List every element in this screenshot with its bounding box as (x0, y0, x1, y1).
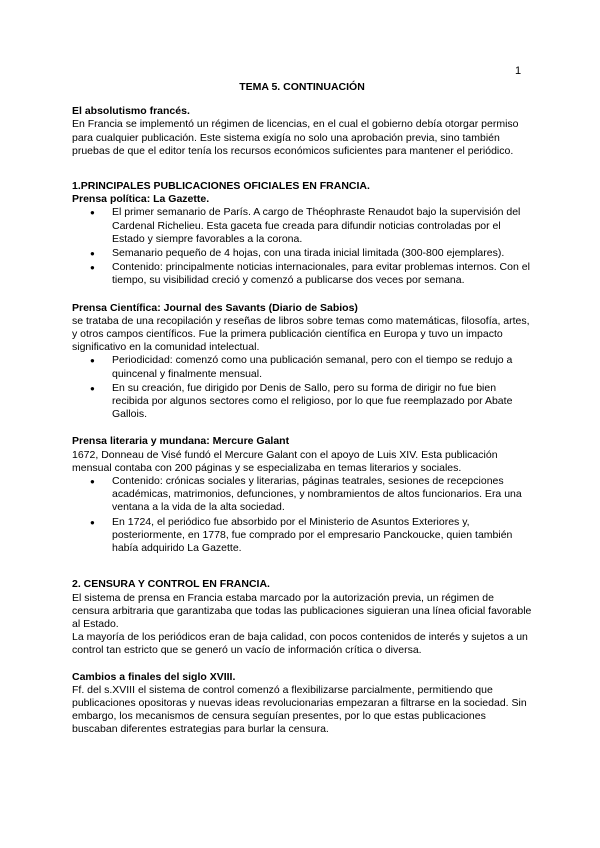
intro-paragraph: En Francia se implementó un régimen de licencias, en el cual el gobierno debía otorgar permiso para cualquier publicación. Este sistema exigía no solo una aprobación previa, sino también pruebas de que el editor tenía los recursos económicos suficientes para mantener el periódico. (72, 118, 519, 157)
section2-paragraph-2: La mayoría de los periódicos eran de baja calidad, con pocos contenidos de interés y sujetos a un control tan estricto que se generó un vacío de información crítica o diversa. (72, 631, 528, 657)
literaria-heading: Prensa literaria y mundana: Mercure Galant (72, 435, 290, 448)
cientifica-heading: Prensa Científica: Journal des Savants (Diario de Sabios) (72, 301, 358, 314)
politica-list (72, 206, 532, 287)
section2-paragraph-1: El sistema de prensa en Francia estaba marcado por la autorización previa, un régimen de censura arbitraria que garantizaba que todas las publicaciones siguieran una línea oficial favorable al Estado. (72, 591, 532, 630)
list-item: ● Contenido: principalmente noticias internacionales, para evitar problemas internos. Con el tiempo, su visibilidad creció y comenzó a publicarse dos veces por semana. (112, 261, 532, 287)
document-body (72, 81, 532, 737)
cientifica-paragraph: se trataba de una recopilación y reseñas de libros sobre temas como matemáticas, filosofía, artes, y otros campos científicos. Fue la primera publicación científica en Europa y tuvo un impacto significativo en la comunidad intelectual. (72, 314, 530, 354)
list-item: ● En su creación, fue dirigido por Denis de Sallo, pero su forma de dirigir no fue bien recibida por algunos sectores como el religioso, por lo que fue reemplazado por Abate Gallois. (112, 382, 532, 422)
literaria-paragraph: 1672, Donneau de Visé fundó el Mercure Galant con el apoyo de Luis XIV. Esta publicación mensual contaba con 200 páginas y se especializaba en temas literarios y sociales. (72, 448, 498, 474)
page-number: 1 (515, 65, 522, 77)
politica-heading: Prensa política: La Gazette. (72, 193, 210, 206)
list-item: ● En 1724, el periódico fue absorbido por el Ministerio de Asuntos Exteriores y, posteriormente, en 1778, fue comprado por el empresario Panckoucke, quien también había adquirido La Gazette. (112, 516, 532, 556)
cambios-paragraph: Ff. del s.XVIII el sistema de control comenzó a flexibilizarse parcialmente, permitiendo que publicaciones opositoras y nuevas ideas revolucionarias empezaran a filtrarse en la sociedad. Sin embargo, los mecanismos de censura seguían presentes, por lo que estas publicaciones buscaban diferentes estrategias para burlar la censura. (72, 683, 527, 736)
list-item: ● El primer semanario de París. A cargo de Théophraste Renaudot bajo la supervisión del Cardenal Richelieu. Esta gaceta fue creada para difundir noticias controladas por el Estado y siempre favorables a la corona. (112, 206, 532, 246)
list-item: ● Contenido: crónicas sociales y literarias, páginas teatrales, sesiones de recepciones académicas, matrimonios, defunciones, y nombramientos de altos funcionarios. Era una ventana a la vida de la alta sociedad. (112, 475, 532, 515)
cambios-heading: Cambios a finales del siglo XVIII. (72, 670, 236, 683)
document-title: TEMA 5. CONTINUACIÓN (239, 81, 365, 93)
literaria-list (72, 475, 532, 555)
list-item: ● Periodicidad: comenzó como una publicación semanal, pero con el tiempo se redujo a quincenal y finalmente mensual. (112, 354, 532, 380)
list-item: ● Semanario pequeño de 4 hojas, con una tirada inicial limitada (300-800 ejemplares). (112, 247, 532, 260)
cientifica-list (72, 354, 532, 421)
section2-heading: 2. CENSURA Y CONTROL EN FRANCIA. (72, 578, 270, 591)
section1-heading: 1.PRINCIPALES PUBLICACIONES OFICIALES EN FRANCIA. (72, 180, 370, 193)
intro-heading: El absolutismo francés. (72, 105, 190, 118)
